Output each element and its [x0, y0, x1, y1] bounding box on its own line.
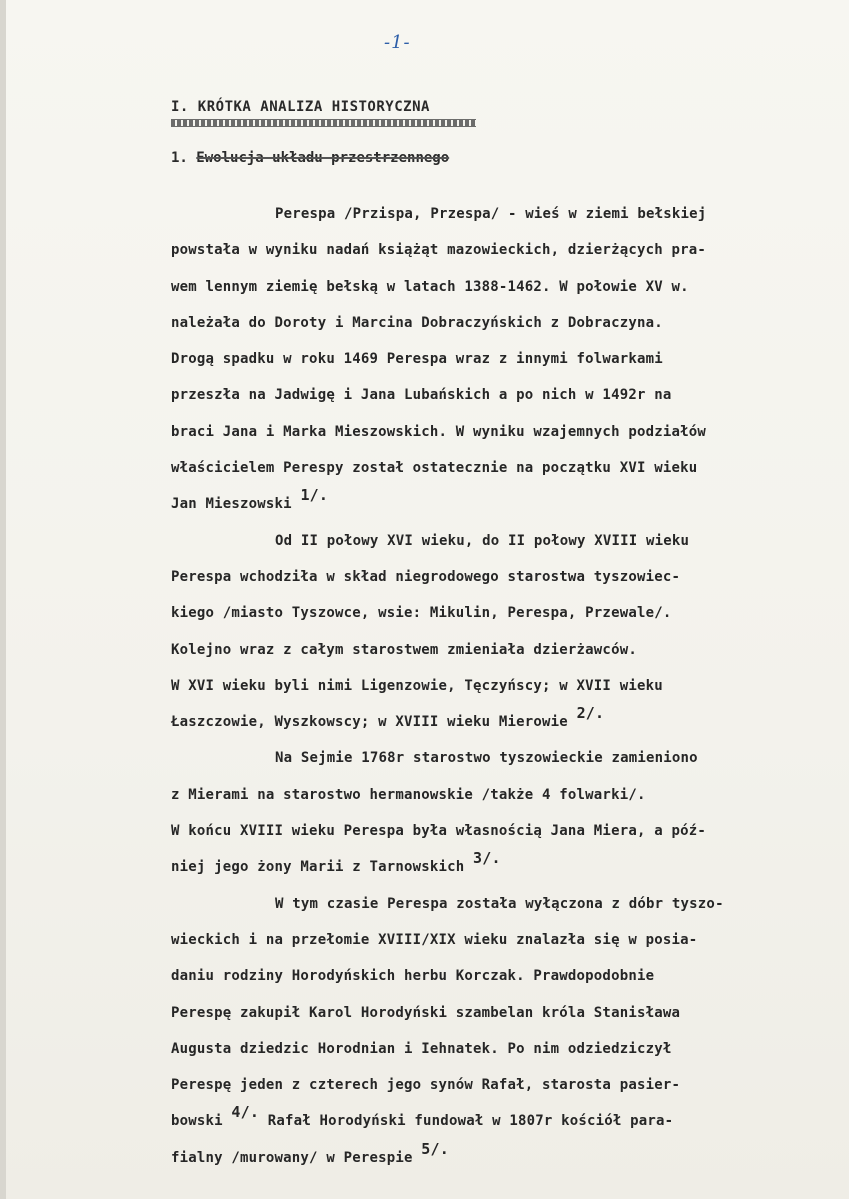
footnote-reference: 2/. — [576, 704, 605, 723]
text-line — [171, 269, 821, 305]
text-line — [171, 341, 821, 377]
text-line — [171, 450, 821, 486]
text-line — [171, 1031, 821, 1067]
text-line — [171, 922, 821, 958]
text-line — [171, 559, 821, 595]
line-text: wem lennym ziemię bełską w latach 1388-1462. W połowie XV w. — [171, 278, 689, 295]
text-line — [171, 377, 821, 413]
line-text: Perespa /Przispa, Przespa/ - wieś w ziemi bełskiej — [275, 206, 707, 222]
subsection-number: 1. — [171, 150, 188, 166]
text-line — [171, 486, 821, 522]
section-heading: I. KRÓTKA ANALIZA HISTORYCZNA — [171, 99, 430, 115]
line-text: W końcu XVIII wieku Perespa była własnością Jana Miera, a póź- — [171, 823, 706, 840]
line-text: Łaszczowie, Wyszkowscy; w XVIII wieku Mierowie — [171, 714, 577, 731]
body-text — [171, 196, 821, 1176]
footnote-reference: 4/. — [231, 1103, 260, 1122]
text-line — [171, 668, 821, 704]
text-line — [171, 849, 821, 885]
line-text: przeszła na Jadwigę i Jana Lubańskich a po nich w 1492r na — [171, 387, 672, 404]
text-line — [171, 958, 821, 994]
line-text: Perespa wchodziła w skład niegrodowego starostwa tyszowiec- — [171, 568, 681, 585]
text-line — [171, 1067, 821, 1103]
line-text: Na Sejmie 1768r starostwo tyszowieckie zamieniono — [275, 750, 698, 767]
footnote-reference: 1/. — [300, 486, 329, 505]
line-text: W tym czasie Perespa została wyłączona z dóbr tyszo- — [275, 895, 724, 912]
line-text: kiego /miasto Tyszowce, wsie: Mikulin, Perespa, Przewale/. — [171, 605, 672, 622]
text-line — [171, 305, 821, 341]
text-line — [171, 414, 821, 450]
text-line — [171, 232, 821, 268]
line-text: Drogą spadku w roku 1469 Perespa wraz z innymi folwarkami — [171, 351, 663, 368]
text-line — [171, 995, 821, 1031]
footnote-reference: 5/. — [421, 1139, 449, 1158]
line-text: należała do Doroty i Marcina Dobraczyńskich z Dobraczyna. — [171, 314, 663, 331]
line-text: Jan Mieszowski — [171, 496, 301, 513]
line-text: z Mierami na starostwo hermanowskie /także 4 folwarki/. — [171, 786, 646, 803]
line-text: bowski — [171, 1113, 232, 1130]
text-line — [171, 595, 821, 631]
text-line — [171, 777, 821, 813]
line-text: Od II połowy XVI wieku, do II połowy XVIII wieku — [275, 532, 690, 549]
subsection-title: Ewolucja układu przestrzennego — [196, 150, 450, 166]
footnote-reference: 3/. — [473, 849, 501, 868]
page-number: -1- — [384, 32, 411, 53]
text-line — [171, 740, 821, 776]
line-text: W XVI wieku byli nimi Ligenzowie, Tęczyńscy; w XVII wieku — [171, 677, 663, 694]
text-line — [171, 813, 821, 849]
subsection-heading — [171, 150, 449, 166]
text-line — [171, 632, 821, 668]
text-line — [171, 196, 821, 232]
line-text: fialny /murowany/ w Perespie — [171, 1149, 422, 1166]
text-line — [171, 523, 821, 559]
heading-double-underline — [171, 119, 476, 127]
line-text: Perespę zakupił Karol Horodyński szambelan króla Stanisława — [171, 1004, 681, 1021]
line-text: właścicielem Perespy został ostatecznie na początku XVI wieku — [171, 460, 698, 477]
text-line — [171, 886, 821, 922]
line-text: wieckich i na przełomie XVIII/XIX wieku znalazła się w posia- — [171, 931, 698, 948]
line-text: braci Jana i Marka Mieszowskich. W wyniku wzajemnych podziałów — [171, 423, 706, 440]
text-line — [171, 1103, 821, 1139]
text-line — [171, 1140, 821, 1176]
line-text-continued: Rafał Horodyński fundował w 1807r kościół para- — [259, 1113, 674, 1130]
line-text: Perespę jeden z czterech jego synów Rafał, starosta pasier- — [171, 1077, 681, 1094]
line-text: powstała w wyniku nadań książąt mazowieckich, dzierżących pra- — [171, 242, 706, 259]
line-text: Augusta dziedzic Horodnian i Iehnatek. Po nim odziedziczył — [171, 1040, 672, 1057]
line-text: daniu rodziny Horodyńskich herbu Korczak. Prawdopodobnie — [171, 968, 655, 985]
text-line — [171, 704, 821, 740]
line-text: niej jego żony Marii z Tarnowskich — [171, 859, 474, 876]
line-text: Kolejno wraz z całym starostwem zmieniała dzierżawców. — [171, 641, 637, 658]
